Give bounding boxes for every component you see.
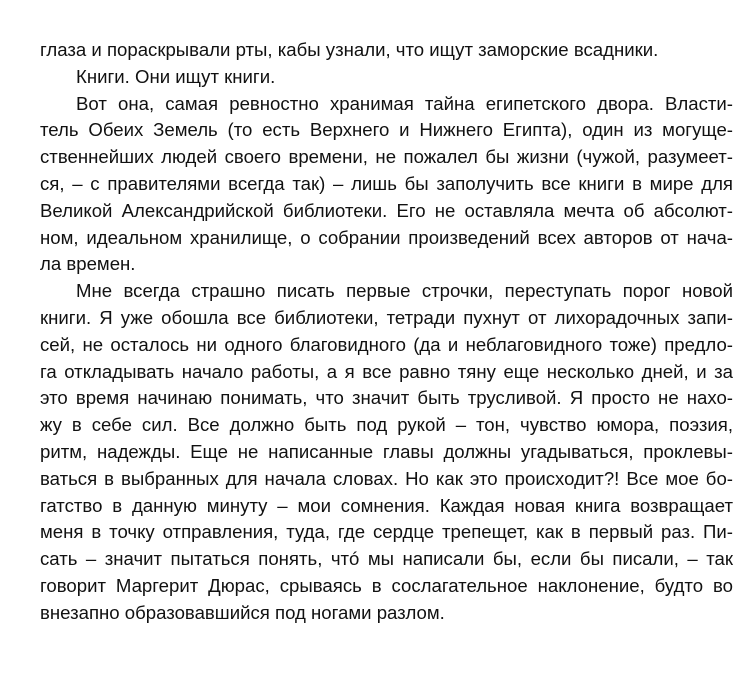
book-page	[40, 37, 733, 627]
paragraph-4	[40, 278, 733, 626]
text-line: ритм, надежды. Еще не написанные главы должны угадываться, проклевы-	[40, 440, 733, 462]
text-line: сать – значит пытаться понять, чтó мы написали бы, если бы писали, – так	[40, 548, 733, 570]
text-line: жу в себе сил. Все должно быть под рукой – тон, чувство юмора, поэзия,	[40, 414, 733, 436]
paragraph-1	[40, 37, 733, 64]
text-line: Книги. Они ищут книги.	[76, 65, 276, 87]
text-line: тель Обеих Земель (то есть Верхнего и Нижнего Египта), один из могуще-	[40, 119, 733, 141]
text-line: глаза и пораскрывали рты, кабы узнали, что ищут заморские всадники.	[40, 39, 659, 60]
text-line: внезапно образовавшийся под ногами разлом.	[40, 601, 445, 623]
text-line: ла времен.	[40, 253, 136, 275]
text-line: га откладывать начало работы, а я все равно тяну еще несколько дней, и за	[40, 360, 733, 382]
text-line: Великой Александрийской библиотеки. Его не оставляла мечта об абсолют-	[40, 199, 733, 221]
text-line: сей, не осталось ни одного благовидного (да и неблаговидного тоже) предло-	[40, 333, 733, 355]
text-line: ваться в выбранных для начала словах. Но как это происходит?! Все мое бо-	[40, 467, 733, 489]
text-line: книги. Я уже обошла все библиотеки, тетради пухнут от лихорадочных запи-	[40, 306, 733, 328]
text-line: гатство в данную минуту – мои сомнения. Каждая новая книга возвращает	[40, 494, 733, 516]
paragraph-3	[40, 91, 733, 279]
paragraph-2	[40, 64, 733, 91]
text-line: это время начинаю понимать, что значит быть трусливой. Я просто не нахо-	[40, 387, 733, 409]
text-line: Вот она, самая ревностно хранимая тайна египетского двора. Власти-	[76, 92, 733, 114]
text-line: ственнейших людей своего времени, не пожалел бы жизни (чужой, разумеет-	[40, 146, 733, 168]
text-line: Мне всегда страшно писать первые строчки, переступать порог новой	[76, 280, 733, 302]
text-line: ся, – с правителями всегда так) – лишь бы заполучить все книги в мире для	[40, 172, 733, 194]
text-line: ном, идеальном хранилище, о собрании произведений всех авторов от нача-	[40, 226, 733, 248]
text-line: говорит Маргерит Дюрас, срываясь в сослагательное наклонение, будто во	[40, 574, 733, 596]
text-line: меня в точку отправления, туда, где сердце трепещет, как в первый раз. Пи-	[40, 521, 733, 543]
